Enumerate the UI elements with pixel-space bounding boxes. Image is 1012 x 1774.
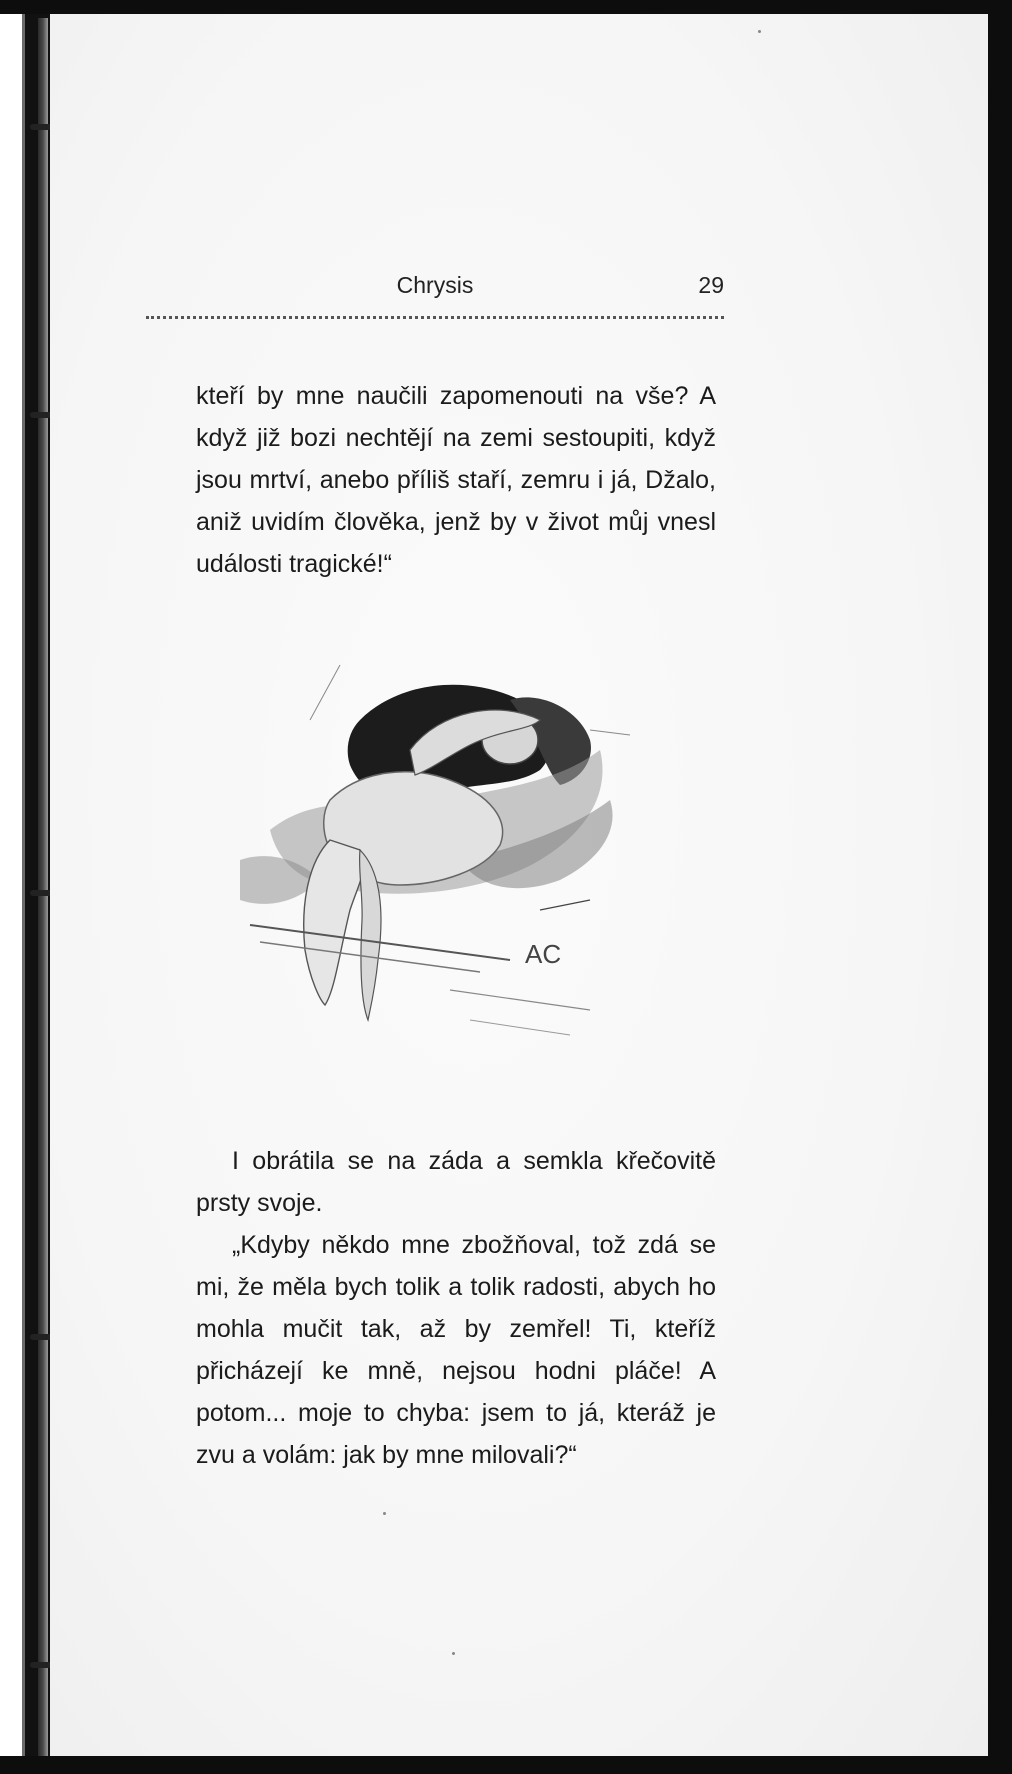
binding-stitch bbox=[30, 412, 52, 418]
scan-border-top bbox=[0, 0, 1012, 14]
artist-signature: AC bbox=[525, 939, 562, 969]
sketch-stroke bbox=[310, 665, 340, 720]
illustration-reclining-figure bbox=[210, 660, 680, 1100]
couch-line bbox=[450, 990, 590, 1010]
sketch-stroke bbox=[540, 900, 590, 910]
binding-stitch bbox=[30, 124, 52, 130]
binding-stitch bbox=[30, 1334, 52, 1340]
running-head bbox=[146, 272, 724, 312]
paragraph: I obrátila se na záda a semkla křečovitě prsty svoje. bbox=[196, 1147, 716, 1217]
paragraph: kteří by mne naučili zapomenouti na vše? A když již bozi nechtějí na zemi sestoupiti, když jsou mrtví, anebo příliš staří, zemru i já, Džalo, aniž uvidím člověka, jenž by v život můj vnesl události tragické!“ bbox=[196, 382, 716, 578]
paragraph: „Kdyby někdo mne zbožňoval, tož zdá se mi, že měla bych tolik a tolik radosti, abych ho mohla mučit tak, až by zemřel! Ti, kteříž přicházejí ke mně, nejsou hodni pláče! A potom... moje to chyba: jsem to já, kteráž je zvu a volám: jak by mne milovali?“ bbox=[196, 1231, 716, 1469]
text-block-top bbox=[196, 375, 716, 585]
scan-border-right bbox=[988, 0, 1012, 1774]
binding-line bbox=[22, 0, 25, 1774]
paper-speck bbox=[383, 1512, 386, 1515]
scan-border-bottom bbox=[0, 1756, 1012, 1774]
book-spine bbox=[38, 18, 48, 1758]
sketch-stroke bbox=[590, 730, 630, 735]
paper-speck bbox=[758, 30, 761, 33]
left-margin bbox=[0, 0, 22, 1774]
binding-stitch bbox=[30, 1662, 52, 1668]
paper-speck bbox=[452, 1652, 455, 1655]
running-title: Chrysis bbox=[396, 272, 474, 298]
page-number: 29 bbox=[698, 272, 724, 298]
text-block-bottom bbox=[196, 1140, 716, 1476]
header-rule bbox=[146, 316, 724, 319]
couch-line bbox=[470, 1020, 570, 1035]
binding-stitch bbox=[30, 890, 52, 896]
